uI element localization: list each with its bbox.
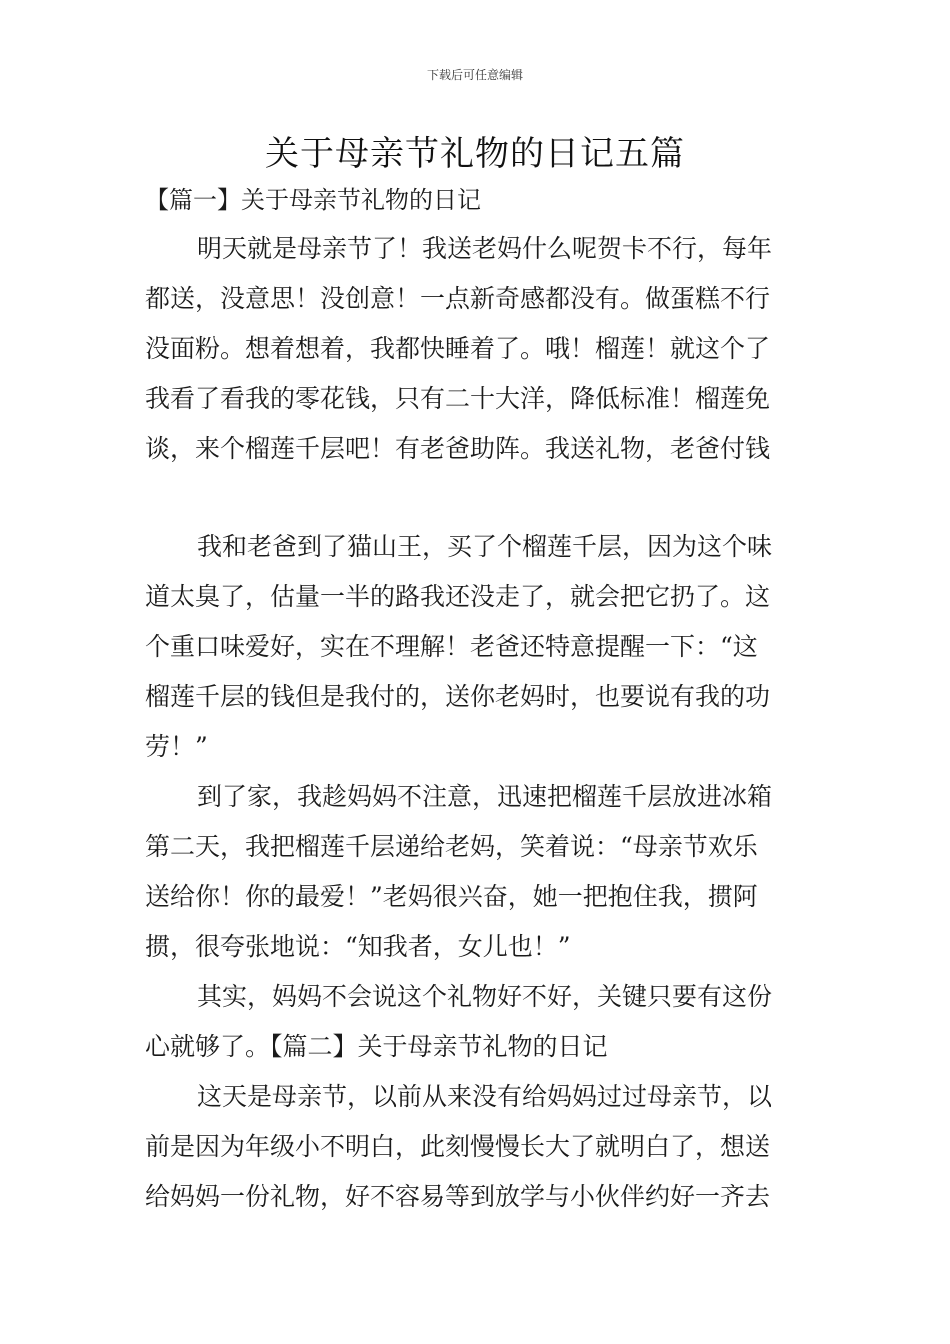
paragraph-line: 第二天，我把榴莲千层递给老妈，笑着说：“母亲节欢乐 [145, 832, 758, 861]
section-heading: 【篇一】关于母亲节礼物的日记 [145, 186, 481, 214]
paragraph-line: 我看了看我的零花钱，只有二十大洋，降低标准！榴莲免 [145, 384, 771, 413]
paragraph-line: 前是因为年级小不明白，此刻慢慢长大了就明白了，想送 [145, 1132, 771, 1161]
paragraph-line: 送给你！你的最爱！”老妈很兴奋，她一把抱住我，掼阿 [145, 882, 758, 911]
paragraph-line: 明天就是母亲节了！我送老妈什么呢贺卡不行，每年 [197, 234, 773, 263]
paragraph-line: 个重口味爱好，实在不理解！老爸还特意提醒一下：“这 [145, 632, 758, 661]
paragraph-line: 其实，妈妈不会说这个礼物好不好，关键只要有这份 [197, 982, 773, 1011]
document-title: 关于母亲节礼物的日记五篇 [265, 134, 685, 174]
paragraph-line: 心就够了。【篇二】关于母亲节礼物的日记 [145, 1032, 608, 1061]
paragraph-line: 到了家，我趁妈妈不注意，迅速把榴莲千层放进冰箱 [197, 782, 773, 811]
paragraph-line: 给妈妈一份礼物，好不容易等到放学与小伙伴约好一齐去 [145, 1182, 771, 1211]
paragraph-line: 谈，来个榴莲千层吧！有老爸助阵。我送礼物，老爸付钱 [145, 434, 771, 463]
paragraph-line: 道太臭了，估量一半的路我还没走了，就会把它扔了。这 [145, 582, 771, 611]
paragraph-line: 榴莲千层的钱但是我付的，送你老妈时，也要说有我的功 [145, 682, 771, 711]
paragraph-line: 我和老爸到了猫山王，买了个榴莲千层，因为这个味 [197, 532, 773, 561]
paragraph-line: 这天是母亲节，以前从来没有给妈妈过过母亲节，以 [197, 1082, 773, 1111]
paragraph-line: 都送，没意思！没创意！一点新奇感都没有。做蛋糕不行 [145, 284, 771, 313]
paragraph-line: 劳！” [145, 732, 208, 761]
paragraph-line: 没面粉。想着想着，我都快睡着了。哦！榴莲！就这个了 [145, 334, 771, 363]
page-header: 下载后可任意编辑 [426, 68, 523, 82]
paragraph-line: 掼，很夸张地说：“知我者，女儿也！” [145, 932, 571, 961]
